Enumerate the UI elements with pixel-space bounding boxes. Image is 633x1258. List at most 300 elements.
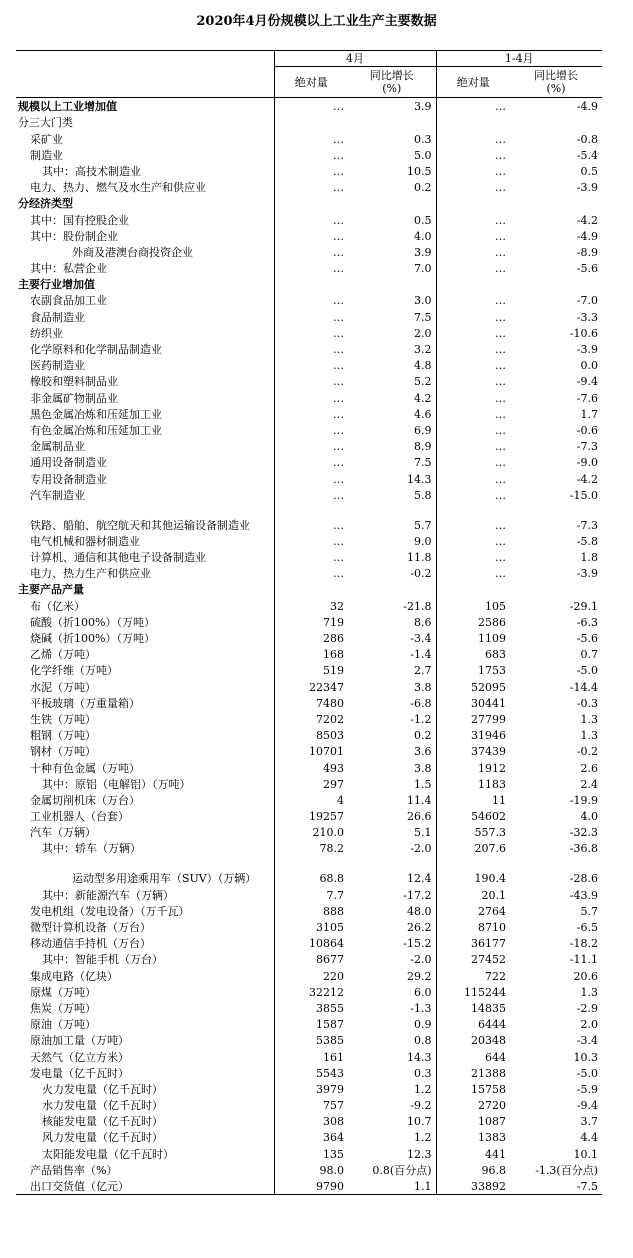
row-label: 发电机组（发电设备）（万千瓦） [30, 904, 190, 918]
cell-april-yoy: 3.9 [414, 100, 432, 114]
cell-jan-apr-absolute: 52095 [436, 678, 510, 694]
table-row [16, 244, 602, 260]
row-label: 水泥（万吨） [30, 680, 96, 694]
row-label: 核能发电量（亿千瓦时） [42, 1115, 163, 1129]
cell-april-yoy: 48.0 [407, 904, 432, 918]
row-label: 计算机、通信和其他电子设备制造业 [30, 551, 206, 565]
row-label: 汽车（万辆） [30, 826, 96, 840]
table-row [16, 98, 602, 115]
row-label: 食品制造业 [30, 310, 85, 324]
cell-jan-apr-absolute: 1087 [436, 1113, 510, 1129]
cell-jan-apr-absolute: … [436, 98, 510, 115]
cell-jan-apr-absolute: 1183 [436, 776, 510, 792]
cell-jan-apr-absolute: 96.8 [436, 1162, 510, 1178]
cell-april-yoy: 6.0 [414, 985, 432, 999]
table-row [16, 984, 602, 1000]
cell-april-absolute: 1587 [274, 1016, 348, 1032]
cell-jan-apr-yoy: -19.9 [569, 793, 598, 807]
row-label: 太阳能发电量（亿千瓦时） [42, 1147, 174, 1161]
cell-jan-apr-absolute: 20348 [436, 1032, 510, 1048]
cell-april-absolute: 210.0 [274, 824, 348, 840]
cell-april-absolute: … [274, 341, 348, 357]
cell-jan-apr-absolute: 1912 [436, 759, 510, 775]
cell-jan-apr-absolute: 54602 [436, 808, 510, 824]
cell-jan-apr-absolute: … [436, 565, 510, 581]
cell-jan-apr-yoy: -36.8 [569, 842, 598, 856]
cell-april-yoy: -6.8 [410, 696, 432, 710]
row-label: 粗钢（万吨） [30, 729, 96, 743]
cell-april-yoy: 5.7 [414, 518, 432, 532]
cell-april-absolute: 19257 [274, 808, 348, 824]
cell-jan-apr-absolute: 30441 [436, 695, 510, 711]
cell-april-absolute: 719 [274, 614, 348, 630]
table-row [16, 824, 602, 840]
cell-april-yoy: -2.0 [410, 842, 432, 856]
cell-jan-apr-absolute: … [436, 406, 510, 422]
cell-april-yoy: -17.2 [403, 888, 432, 902]
row-label: 纺织业 [30, 326, 63, 340]
table-row [16, 776, 602, 792]
cell-april-yoy: 5.0 [414, 148, 432, 162]
row-label: 原煤（万吨） [30, 985, 96, 999]
cell-april-absolute: 220 [274, 967, 348, 983]
table-row [16, 903, 602, 919]
cell-april-yoy [348, 581, 436, 597]
cell-april-absolute: 286 [274, 630, 348, 646]
cell-jan-apr-absolute: 14835 [436, 1000, 510, 1016]
row-label: 有色金属冶炼和压延加工业 [30, 423, 162, 437]
cell-april-absolute: … [274, 487, 348, 503]
cell-april-yoy: 2.0 [414, 326, 432, 340]
cell-jan-apr-absolute: 1383 [436, 1129, 510, 1145]
cell-april-yoy: 1.5 [414, 777, 432, 791]
cell-jan-apr-absolute: … [436, 341, 510, 357]
cell-jan-apr-absolute: … [436, 389, 510, 405]
row-label: 农副食品加工业 [30, 294, 107, 308]
cell-jan-apr-yoy: -5.0 [576, 1066, 598, 1080]
cell-jan-apr-yoy: 0.0 [580, 359, 598, 373]
cell-april-absolute: … [274, 549, 348, 565]
row-label: 工业机器人（台套） [30, 810, 129, 824]
cell-jan-apr-yoy: -0.3 [576, 696, 598, 710]
cell-jan-apr-yoy [510, 114, 602, 130]
cell-jan-apr-yoy: -28.6 [569, 872, 598, 886]
cell-april-absolute [274, 581, 348, 597]
cell-april-absolute: 4 [274, 792, 348, 808]
cell-april-yoy: 10.5 [407, 164, 432, 178]
cell-april-yoy: 10.7 [407, 1115, 432, 1129]
cell-jan-apr-yoy: -4.2 [576, 213, 598, 227]
table-row [16, 1113, 602, 1129]
cell-april-absolute: 364 [274, 1129, 348, 1145]
table-row [16, 228, 602, 244]
cell-jan-apr-yoy: -6.5 [576, 921, 598, 934]
row-label: 集成电路（亿块） [30, 969, 118, 983]
table-row [16, 662, 602, 678]
row-label: 原油加工量（万吨） [30, 1034, 129, 1048]
row-label: 烧碱（折100%）（万吨） [30, 632, 155, 645]
cell-jan-apr-yoy: 1.3 [580, 729, 598, 743]
row-label: 其中：轿车（万辆） [42, 842, 141, 856]
cell-jan-apr-yoy: -3.9 [576, 343, 598, 356]
cell-jan-apr-yoy: -2.9 [576, 1001, 598, 1015]
cell-jan-apr-absolute: 115244 [436, 984, 510, 1000]
cell-april-yoy: 4.2 [414, 391, 432, 405]
cell-april-absolute: 10864 [274, 935, 348, 951]
cell-jan-apr-absolute: … [436, 422, 510, 438]
table-row [16, 341, 602, 357]
cell-april-yoy: 0.3 [414, 132, 432, 146]
table-row [16, 678, 602, 694]
cell-april-yoy: -3.4 [410, 632, 432, 645]
cell-april-yoy [348, 114, 436, 130]
cell-jan-apr-absolute: 2586 [436, 614, 510, 630]
cell-jan-apr-yoy: 0.5 [580, 164, 598, 178]
table-row [16, 1000, 602, 1016]
cell-april-absolute [274, 195, 348, 211]
row-label: 移动通信手持机（万台） [30, 937, 151, 951]
cell-april-absolute: … [274, 406, 348, 422]
cell-april-absolute: 3979 [274, 1081, 348, 1097]
table-row [16, 533, 602, 549]
table-row [16, 470, 602, 486]
cell-jan-apr-absolute: … [436, 211, 510, 227]
cell-jan-apr-yoy: 2.6 [580, 761, 598, 775]
table-row [16, 919, 602, 935]
row-label: 微型计算机设备（万台） [30, 921, 151, 934]
table-row [16, 1032, 602, 1048]
row-label: 生铁（万吨） [30, 712, 96, 726]
cell-april-yoy: 0.2 [414, 729, 432, 743]
cell-april-yoy: 2.7 [414, 664, 432, 678]
cell-jan-apr-yoy: -9.0 [576, 456, 598, 470]
cell-april-yoy: 12.3 [407, 1147, 432, 1161]
cell-april-absolute: 8677 [274, 951, 348, 967]
cell-jan-apr-absolute: 15758 [436, 1081, 510, 1097]
table-row [16, 759, 602, 775]
cell-jan-apr-yoy: -18.2 [569, 937, 598, 951]
row-label: 其中：股份制企业 [30, 229, 118, 243]
row-label: 风力发电量（亿千瓦时） [42, 1131, 163, 1145]
cell-april-yoy: 7.0 [414, 262, 432, 276]
cell-april-absolute: 3855 [274, 1000, 348, 1016]
cell-april-absolute: … [274, 533, 348, 549]
cell-april-absolute: … [274, 422, 348, 438]
row-label: 出口交货值（亿元） [16, 1178, 274, 1195]
row-label: 外商及港澳台商投资企业 [72, 245, 193, 259]
cell-jan-apr-yoy: -32.3 [569, 826, 598, 840]
row-label: 布（亿米） [30, 599, 85, 613]
table-row [16, 195, 602, 211]
row-label: 其中：私营企业 [30, 262, 107, 276]
cell-april-yoy: 14.3 [407, 1050, 432, 1064]
table-row [16, 406, 602, 422]
cell-jan-apr-absolute: … [436, 503, 510, 533]
row-label: 化学纤维（万吨） [30, 664, 118, 678]
row-label: 硫酸（折100%）（万吨） [30, 615, 155, 629]
header-yoy-unit: (%) [382, 82, 402, 95]
cell-jan-apr-absolute: 21388 [436, 1065, 510, 1081]
row-label: 发电量（亿千瓦时） [30, 1066, 129, 1080]
row-label: 非金属矿物制品业 [30, 391, 118, 405]
cell-jan-apr-yoy: -4.2 [576, 472, 598, 486]
cell-jan-apr-yoy: -4.9 [576, 100, 598, 114]
cell-april-yoy: -21.8 [403, 599, 432, 613]
cell-april-absolute: … [274, 389, 348, 405]
table-row [16, 1162, 602, 1178]
cell-april-absolute: 168 [274, 646, 348, 662]
cell-jan-apr-absolute: 27799 [436, 711, 510, 727]
cell-april-absolute: 32212 [274, 984, 348, 1000]
table-row [16, 711, 602, 727]
row-label: 汽车制造业 [30, 488, 85, 502]
cell-april-yoy: 12.4 [407, 872, 432, 886]
cell-april-absolute: 78.2 [274, 840, 348, 856]
cell-jan-apr-yoy: -3.9 [576, 567, 598, 581]
row-label: 金属切削机床（万台） [30, 793, 140, 807]
row-label: 规模以上工业增加值 [18, 100, 117, 114]
cell-jan-apr-absolute: … [436, 357, 510, 373]
cell-jan-apr-yoy: 1.3 [580, 985, 598, 999]
table-row [16, 792, 602, 808]
cell-april-yoy: 1.2 [414, 1082, 432, 1096]
data-table [16, 50, 602, 1195]
table-row [16, 1065, 602, 1081]
cell-jan-apr-yoy: -7.6 [576, 391, 598, 405]
table-row [16, 260, 602, 276]
cell-jan-apr-yoy: -0.2 [576, 745, 598, 759]
cell-april-yoy: 26.6 [407, 810, 432, 824]
cell-jan-apr-absolute: 190.4 [436, 856, 510, 886]
cell-jan-apr-yoy: 1.8 [580, 551, 598, 565]
cell-april-absolute: 519 [274, 662, 348, 678]
row-label: 产品销售率（%） [30, 1163, 118, 1177]
cell-april-absolute: … [274, 325, 348, 341]
cell-jan-apr-absolute: … [436, 454, 510, 470]
cell-jan-apr-absolute: 441 [436, 1145, 510, 1161]
cell-jan-apr-yoy: -43.9 [569, 888, 598, 902]
cell-april-yoy: 3.8 [414, 761, 432, 775]
cell-jan-apr-yoy: -5.0 [576, 664, 598, 678]
table-row [16, 114, 602, 130]
cell-jan-apr-absolute: … [436, 438, 510, 454]
cell-april-yoy: 14.3 [407, 472, 432, 486]
row-label: 主要行业增加值 [18, 278, 95, 292]
header-group-jan-apr: 1-4月 [436, 51, 602, 67]
table-row [16, 325, 602, 341]
cell-april-absolute: … [274, 438, 348, 454]
cell-april-yoy: 0.2 [414, 181, 432, 195]
row-label: 电气机械和器材制造业 [30, 534, 140, 548]
cell-jan-apr-yoy: -5.4 [576, 148, 598, 162]
cell-jan-apr-absolute [436, 195, 510, 211]
cell-april-yoy: 5.8 [414, 488, 432, 502]
cell-jan-apr-absolute: 8710 [436, 919, 510, 935]
table-row [16, 163, 602, 179]
cell-jan-apr-absolute: 722 [436, 967, 510, 983]
cell-april-yoy: 7.5 [414, 310, 432, 324]
cell-april-absolute: … [274, 244, 348, 260]
cell-jan-apr-yoy: 2.0 [580, 1018, 598, 1032]
cell-jan-apr-absolute: … [436, 163, 510, 179]
cell-jan-apr-absolute: 33892 [436, 1178, 510, 1195]
cell-april-yoy: 5.2 [414, 375, 432, 389]
cell-april-yoy: 8.9 [414, 440, 432, 454]
cell-jan-apr-absolute: 2720 [436, 1097, 510, 1113]
table-row [16, 1129, 602, 1145]
cell-april-absolute: … [274, 179, 348, 195]
cell-april-absolute: … [274, 130, 348, 146]
row-label: 制造业 [30, 148, 63, 162]
cell-april-absolute: 308 [274, 1113, 348, 1129]
cell-april-absolute: … [274, 292, 348, 308]
table-row [16, 951, 602, 967]
table-row [16, 646, 602, 662]
cell-april-yoy [348, 276, 436, 292]
cell-jan-apr-yoy: -4.9 [576, 229, 598, 243]
cell-jan-apr-absolute: … [436, 228, 510, 244]
cell-april-yoy: 3.6 [414, 745, 432, 759]
row-label: 其中：智能手机（万台） [42, 953, 163, 967]
table-row [16, 487, 602, 503]
table-row [16, 935, 602, 951]
cell-jan-apr-yoy: -9.4 [576, 375, 598, 389]
cell-jan-apr-absolute: 36177 [436, 935, 510, 951]
cell-jan-apr-yoy: -3.3 [576, 310, 598, 324]
cell-jan-apr-absolute: … [436, 179, 510, 195]
cell-april-absolute: … [274, 211, 348, 227]
cell-jan-apr-yoy: -8.9 [576, 245, 598, 259]
page-title: 2020年4月份规模以上工业生产主要数据 [196, 14, 437, 29]
cell-jan-apr-absolute: 11 [436, 792, 510, 808]
row-label: 运动型多用途乘用车（SUV）（万辆） [72, 872, 257, 886]
row-label: 其中：国有控股企业 [30, 213, 129, 227]
cell-jan-apr-absolute: 1109 [436, 630, 510, 646]
cell-april-absolute: … [274, 98, 348, 115]
table-row [16, 727, 602, 743]
cell-april-yoy: 1.2 [414, 1131, 432, 1145]
cell-jan-apr-yoy: -5.6 [576, 632, 598, 645]
cell-jan-apr-yoy: -10.6 [569, 326, 598, 340]
cell-april-absolute [274, 114, 348, 130]
table-row [16, 357, 602, 373]
row-label: 原油（万吨） [30, 1018, 96, 1032]
cell-jan-apr-yoy: -1.3(百分点) [535, 1163, 598, 1177]
row-label: 平板玻璃（万重量箱） [30, 696, 140, 710]
table-row [16, 597, 602, 613]
cell-jan-apr-absolute: … [436, 244, 510, 260]
cell-april-yoy: 9.0 [414, 534, 432, 548]
table-row [16, 503, 602, 533]
table-row [16, 1097, 602, 1113]
cell-april-yoy: 3.8 [414, 680, 432, 694]
cell-jan-apr-yoy: -7.5 [510, 1178, 602, 1195]
cell-jan-apr-yoy: -14.4 [569, 680, 598, 694]
cell-april-yoy: 8.6 [414, 615, 432, 629]
header-yoy-label: 同比增长 [369, 69, 414, 82]
table-row [16, 886, 602, 902]
row-label: 通用设备制造业 [30, 456, 107, 470]
cell-april-yoy: 0.8 [414, 1034, 432, 1048]
row-label: 电力、热力、燃气及水生产和供应业 [30, 181, 206, 195]
cell-april-yoy: -1.2 [410, 712, 432, 726]
table-row [16, 308, 602, 324]
cell-april-absolute: 7.7 [274, 886, 348, 902]
row-label: 金属制品业 [30, 440, 85, 454]
table-row [16, 211, 602, 227]
table-row [16, 389, 602, 405]
header-row-groups [16, 51, 602, 67]
cell-jan-apr-absolute [436, 581, 510, 597]
table-row [16, 743, 602, 759]
cell-april-yoy: 4.8 [414, 359, 432, 373]
cell-april-absolute: 8503 [274, 727, 348, 743]
cell-jan-apr-yoy [510, 581, 602, 597]
cell-april-absolute: 7480 [274, 695, 348, 711]
cell-jan-apr-yoy: 20.6 [573, 969, 598, 983]
table-row [16, 614, 602, 630]
table-row [16, 373, 602, 389]
cell-jan-apr-absolute: … [436, 549, 510, 565]
cell-april-absolute: … [274, 260, 348, 276]
row-label: 分经济类型 [18, 197, 73, 211]
cell-april-yoy: -9.2 [410, 1099, 432, 1113]
cell-april-absolute: 7202 [274, 711, 348, 727]
cell-jan-apr-absolute: … [436, 130, 510, 146]
row-label: 焦炭（万吨） [30, 1001, 96, 1015]
cell-jan-apr-absolute: 27452 [436, 951, 510, 967]
table-row [16, 1145, 602, 1161]
table-row [16, 147, 602, 163]
cell-jan-apr-yoy: -0.8 [576, 132, 598, 146]
cell-jan-apr-absolute: 683 [436, 646, 510, 662]
table-row [16, 1048, 602, 1064]
cell-april-absolute: 161 [274, 1048, 348, 1064]
cell-jan-apr-yoy: -29.1 [569, 599, 598, 613]
row-label: 采矿业 [30, 132, 63, 146]
cell-jan-apr-absolute: 31946 [436, 727, 510, 743]
table-body [16, 98, 602, 1195]
table-row [16, 179, 602, 195]
cell-april-yoy: 0.9 [414, 1018, 432, 1032]
cell-april-absolute: … [274, 503, 348, 533]
row-label: 钢材（万吨） [30, 745, 96, 759]
cell-april-absolute: 493 [274, 759, 348, 775]
cell-april-yoy [348, 195, 436, 211]
header-yoy-label: 同比增长 [534, 69, 578, 82]
cell-jan-apr-absolute [436, 276, 510, 292]
cell-jan-apr-yoy: 0.7 [580, 648, 598, 662]
cell-april-absolute: 10701 [274, 743, 348, 759]
cell-jan-apr-yoy: -5.9 [576, 1082, 598, 1096]
row-label: 铁路、船舶、航空航天和其他运输设备制造业 [30, 518, 250, 532]
cell-april-yoy: 3.0 [414, 294, 432, 308]
cell-jan-apr-yoy: -0.6 [576, 423, 598, 437]
table-row [16, 438, 602, 454]
cell-april-absolute: 135 [274, 1145, 348, 1161]
cell-april-absolute: … [274, 470, 348, 486]
cell-april-yoy: 5.1 [414, 826, 432, 840]
cell-jan-apr-yoy: 10.1 [573, 1147, 598, 1161]
cell-april-absolute: 5543 [274, 1065, 348, 1081]
cell-jan-apr-yoy: -3.9 [576, 181, 598, 195]
row-label: 水力发电量（亿千瓦时） [42, 1099, 163, 1113]
cell-april-absolute: 757 [274, 1097, 348, 1113]
header-yoy-jan-apr [510, 67, 602, 98]
cell-jan-apr-yoy [510, 276, 602, 292]
row-label: 其中：高技术制造业 [42, 164, 141, 178]
cell-april-absolute: … [274, 228, 348, 244]
